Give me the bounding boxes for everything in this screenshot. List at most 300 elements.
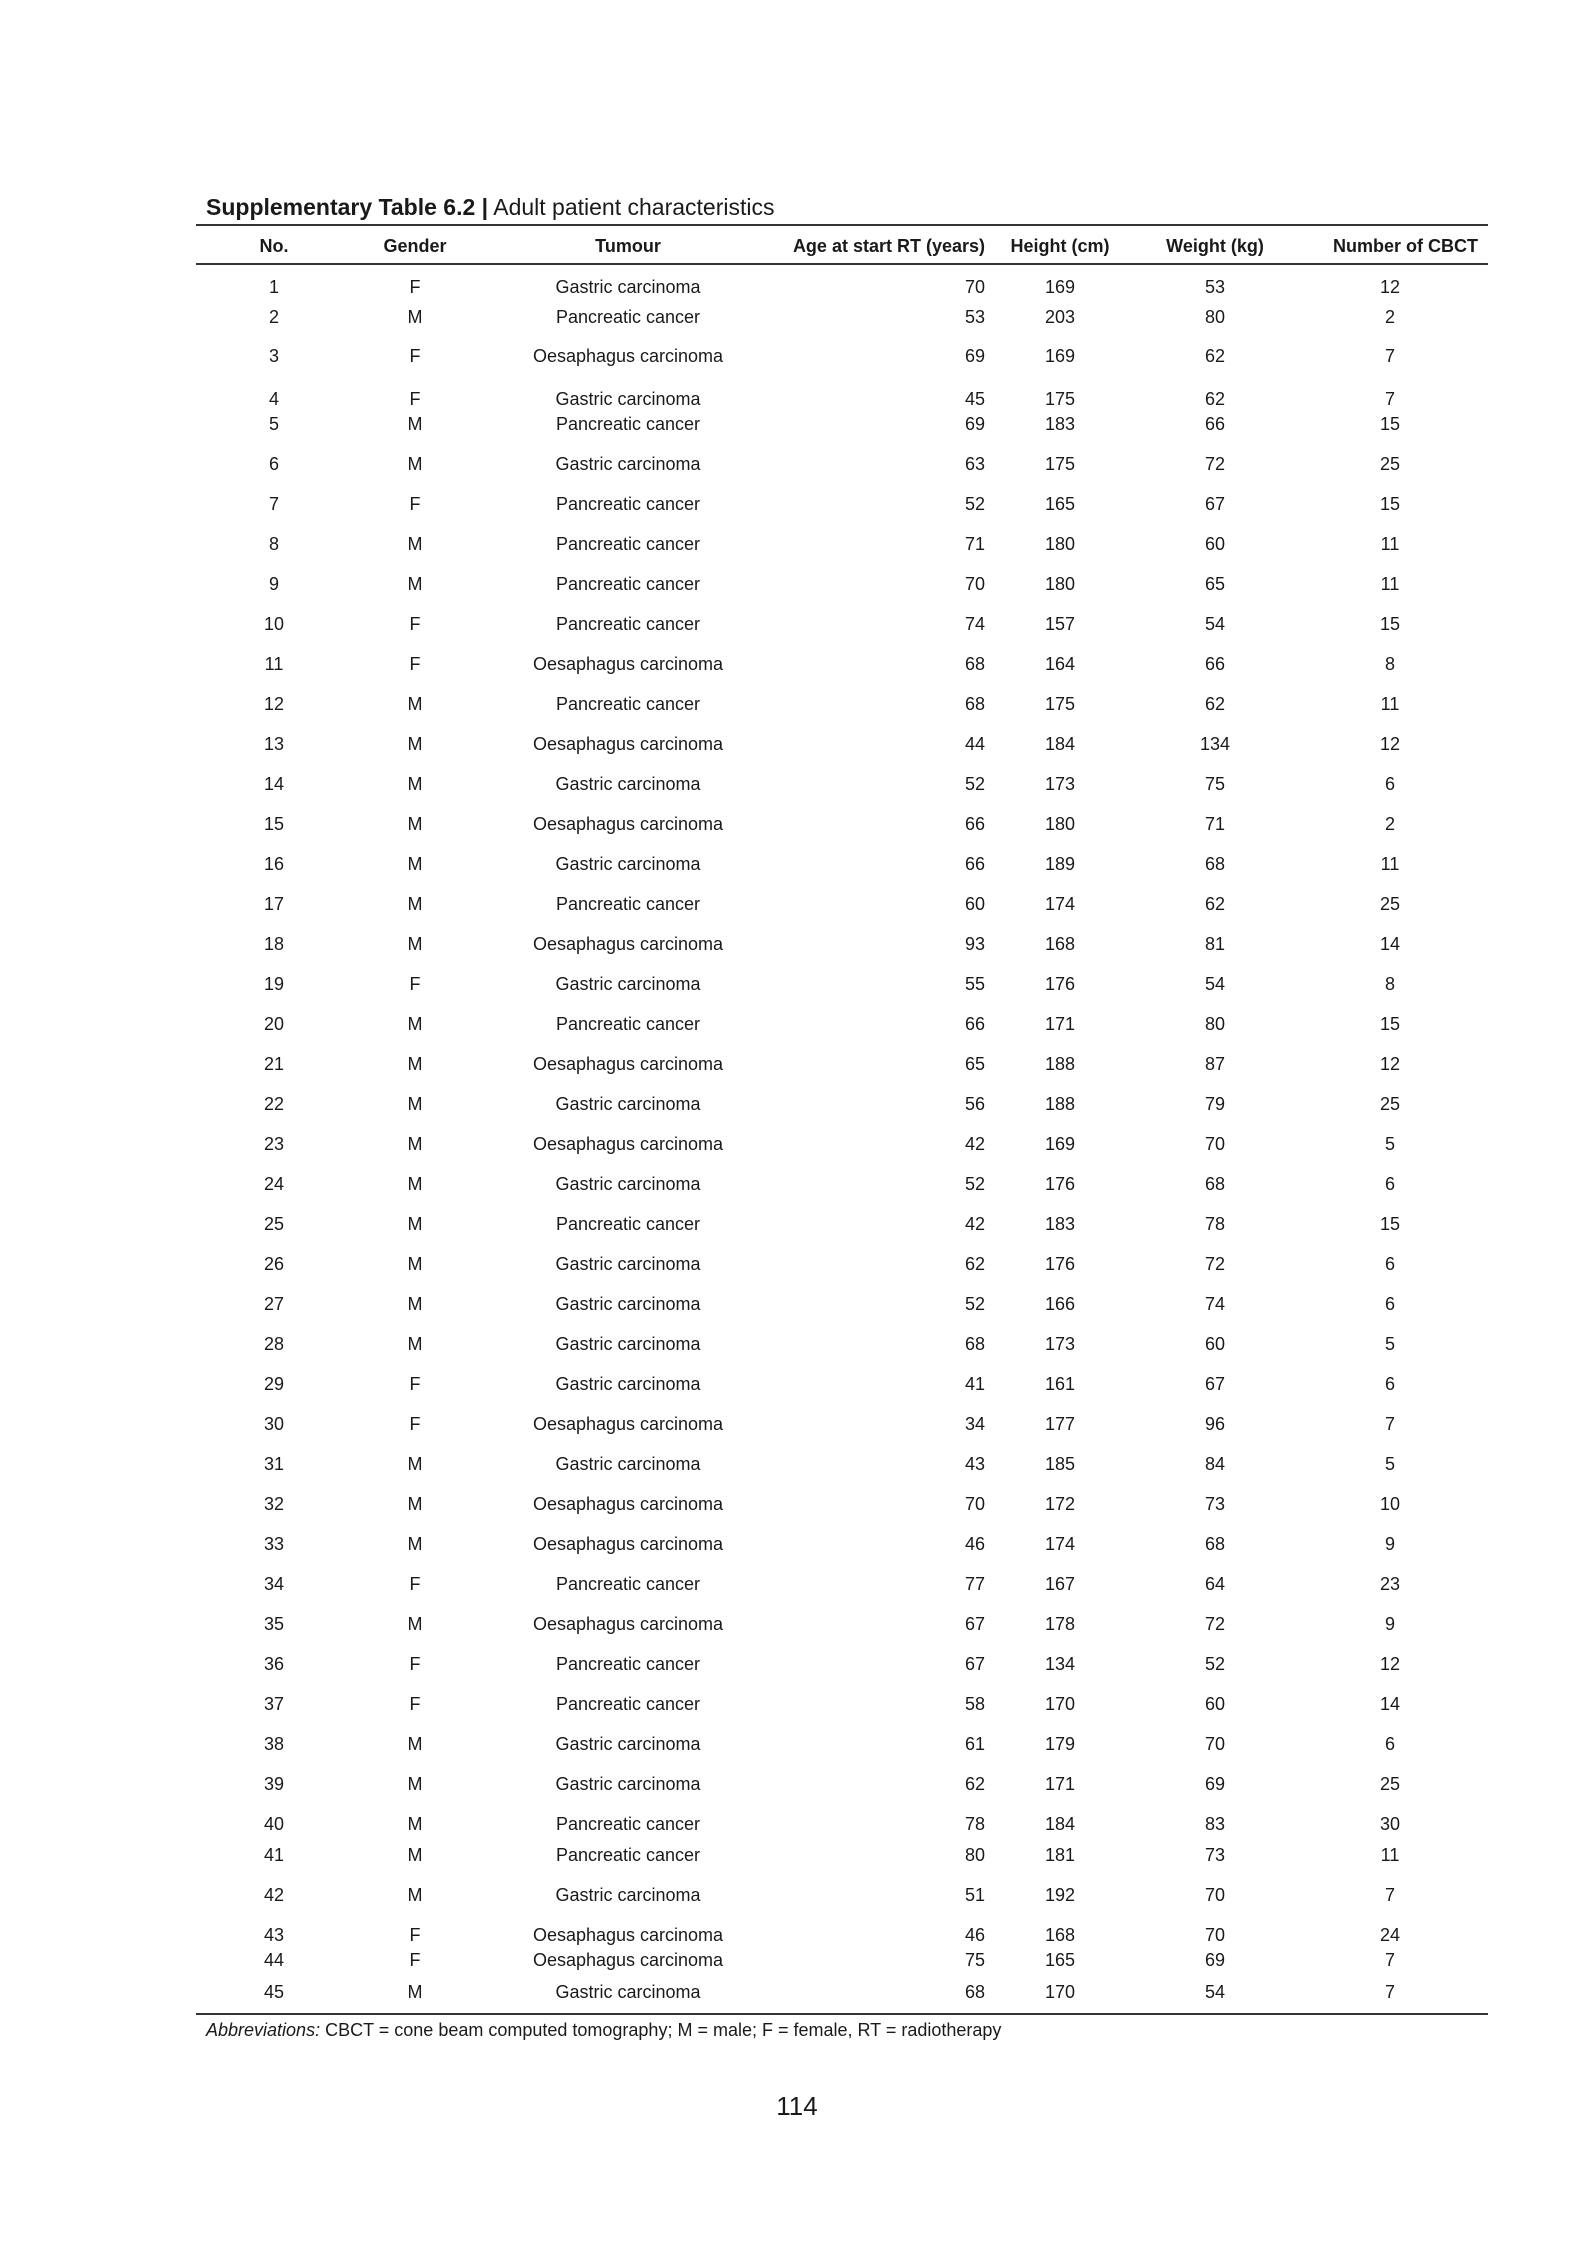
cell-no: 13 (263, 734, 285, 754)
cell-age: 66 (964, 854, 985, 874)
cell-tumour: Pancreatic cancer (555, 1014, 701, 1034)
cell-weight: 52 (1204, 1654, 1226, 1674)
column-header-tumour: Tumour (595, 236, 661, 256)
cell-weight: 83 (1204, 1814, 1226, 1834)
cell-height: 167 (1044, 1574, 1076, 1594)
cell-cbct: 25 (1379, 1094, 1401, 1114)
cell-age: 43 (964, 1454, 985, 1474)
cell-tumour: Gastric carcinoma (555, 1885, 701, 1905)
table-top-rule (196, 224, 1488, 226)
cell-cbct: 14 (1379, 1694, 1401, 1714)
cell-weight: 54 (1204, 974, 1226, 994)
cell-gender: M (407, 1734, 423, 1754)
cell-cbct: 7 (1384, 346, 1395, 366)
cell-no: 19 (263, 974, 285, 994)
cell-gender: F (409, 1654, 421, 1674)
cell-no: 33 (263, 1534, 285, 1554)
cell-gender: F (409, 277, 421, 297)
cell-height: 174 (1044, 1534, 1076, 1554)
cell-age: 71 (964, 534, 985, 554)
cell-weight: 64 (1204, 1574, 1226, 1594)
cell-no: 41 (263, 1845, 285, 1865)
cell-gender: M (407, 854, 423, 874)
cell-age: 93 (964, 934, 985, 954)
cell-no: 37 (263, 1694, 285, 1714)
cell-cbct: 15 (1379, 614, 1401, 634)
table-bottom-rule (196, 2013, 1488, 2015)
cell-cbct: 24 (1379, 1925, 1401, 1945)
cell-cbct: 11 (1380, 694, 1400, 714)
cell-no: 26 (263, 1254, 285, 1274)
cell-cbct: 15 (1379, 1214, 1401, 1234)
cell-weight: 71 (1204, 814, 1226, 834)
cell-age: 46 (964, 1534, 985, 1554)
cell-cbct: 25 (1379, 894, 1401, 914)
column-header-no: No. (259, 236, 289, 256)
cell-tumour: Gastric carcinoma (555, 1774, 701, 1794)
cell-height: 176 (1044, 1174, 1076, 1194)
cell-gender: F (409, 1414, 421, 1434)
cell-height: 183 (1044, 1214, 1076, 1234)
cell-height: 184 (1044, 1814, 1076, 1834)
cell-tumour: Oesaphagus carcinoma (532, 1054, 724, 1074)
cell-cbct: 9 (1384, 1614, 1395, 1634)
cell-cbct: 11 (1380, 574, 1400, 594)
cell-cbct: 30 (1379, 1814, 1401, 1834)
cell-age: 68 (964, 1982, 985, 2002)
cell-no: 28 (263, 1334, 285, 1354)
cell-tumour: Pancreatic cancer (555, 494, 701, 514)
cell-tumour: Pancreatic cancer (555, 1694, 701, 1714)
cell-weight: 67 (1204, 1374, 1226, 1394)
cell-gender: M (407, 1845, 423, 1865)
cell-tumour: Oesaphagus carcinoma (532, 1925, 724, 1945)
cell-gender: M (407, 1614, 423, 1634)
cell-tumour: Oesaphagus carcinoma (532, 346, 724, 366)
cell-tumour: Oesaphagus carcinoma (532, 814, 724, 834)
column-header-weight: Weight (kg) (1166, 236, 1264, 256)
cell-no: 36 (263, 1654, 285, 1674)
cell-age: 67 (964, 1614, 985, 1634)
cell-no: 40 (263, 1814, 285, 1834)
cell-cbct: 6 (1384, 1174, 1395, 1194)
cell-weight: 62 (1204, 694, 1226, 714)
cell-weight: 75 (1204, 774, 1226, 794)
cell-age: 52 (964, 774, 985, 794)
cell-height: 168 (1044, 1925, 1076, 1945)
cell-cbct: 12 (1379, 734, 1401, 754)
cell-age: 63 (964, 454, 985, 474)
cell-cbct: 10 (1379, 1494, 1401, 1514)
cell-no: 1 (268, 277, 279, 297)
cell-tumour: Oesaphagus carcinoma (532, 1950, 724, 1970)
cell-weight: 62 (1204, 346, 1226, 366)
cell-gender: M (407, 574, 423, 594)
cell-gender: F (409, 1925, 421, 1945)
cell-height: 176 (1044, 974, 1076, 994)
cell-gender: M (407, 894, 423, 914)
cell-age: 69 (964, 346, 985, 366)
cell-cbct: 7 (1384, 1950, 1395, 1970)
cell-height: 173 (1044, 774, 1076, 794)
cell-gender: F (409, 494, 421, 514)
cell-cbct: 15 (1379, 494, 1401, 514)
cell-cbct: 6 (1384, 1254, 1395, 1274)
cell-gender: M (407, 1885, 423, 1905)
cell-age: 46 (964, 1925, 985, 1945)
cell-weight: 74 (1204, 1294, 1226, 1314)
cell-weight: 80 (1204, 307, 1226, 327)
cell-weight: 69 (1204, 1774, 1226, 1794)
cell-age: 61 (964, 1734, 985, 1754)
cell-age: 58 (964, 1694, 985, 1714)
table-caption (206, 192, 774, 222)
footnote-label: Abbreviations: (206, 2020, 321, 2040)
cell-weight: 66 (1204, 414, 1226, 434)
cell-no: 30 (263, 1414, 285, 1434)
cell-cbct: 5 (1384, 1334, 1395, 1354)
cell-gender: F (409, 1950, 421, 1970)
caption-separator: | (481, 194, 489, 220)
cell-tumour: Oesaphagus carcinoma (532, 1134, 724, 1154)
cell-gender: M (407, 534, 423, 554)
cell-tumour: Gastric carcinoma (555, 277, 701, 297)
cell-weight: 68 (1204, 1534, 1226, 1554)
cell-tumour: Pancreatic cancer (555, 694, 701, 714)
cell-age: 70 (964, 277, 985, 297)
cell-age: 44 (964, 734, 985, 754)
cell-no: 11 (264, 654, 284, 674)
cell-cbct: 6 (1384, 1734, 1395, 1754)
page-number: 114 (776, 2091, 818, 2121)
cell-no: 29 (263, 1374, 285, 1394)
cell-age: 77 (964, 1574, 985, 1594)
cell-cbct: 12 (1379, 277, 1401, 297)
cell-tumour: Gastric carcinoma (555, 854, 701, 874)
cell-gender: F (409, 614, 421, 634)
cell-gender: M (407, 734, 423, 754)
cell-gender: M (407, 454, 423, 474)
cell-age: 69 (964, 414, 985, 434)
cell-height: 171 (1044, 1774, 1076, 1794)
cell-height: 189 (1044, 854, 1076, 874)
cell-gender: M (407, 1534, 423, 1554)
cell-gender: M (407, 934, 423, 954)
cell-gender: M (407, 414, 423, 434)
cell-weight: 67 (1204, 494, 1226, 514)
cell-gender: M (407, 694, 423, 714)
cell-age: 62 (964, 1254, 985, 1274)
cell-weight: 69 (1204, 1950, 1226, 1970)
cell-no: 5 (268, 414, 279, 434)
cell-tumour: Pancreatic cancer (555, 1654, 701, 1674)
cell-cbct: 12 (1379, 1054, 1401, 1074)
cell-weight: 70 (1204, 1925, 1226, 1945)
cell-height: 180 (1044, 534, 1076, 554)
cell-gender: M (407, 1134, 423, 1154)
cell-cbct: 5 (1384, 1134, 1395, 1154)
cell-height: 188 (1044, 1054, 1076, 1074)
cell-no: 31 (263, 1454, 285, 1474)
cell-no: 25 (263, 1214, 285, 1234)
cell-height: 179 (1044, 1734, 1076, 1754)
cell-tumour: Oesaphagus carcinoma (532, 654, 724, 674)
cell-age: 56 (964, 1094, 985, 1114)
cell-height: 183 (1044, 414, 1076, 434)
cell-tumour: Gastric carcinoma (555, 1334, 701, 1354)
cell-age: 60 (964, 894, 985, 914)
cell-cbct: 7 (1384, 389, 1395, 409)
cell-tumour: Gastric carcinoma (555, 1254, 701, 1274)
cell-height: 165 (1044, 1950, 1076, 1970)
cell-age: 62 (964, 1774, 985, 1794)
cell-tumour: Oesaphagus carcinoma (532, 1414, 724, 1434)
cell-no: 14 (263, 774, 285, 794)
cell-no: 42 (263, 1885, 285, 1905)
cell-gender: M (407, 1254, 423, 1274)
cell-gender: F (409, 346, 421, 366)
cell-height: 134 (1044, 1654, 1076, 1674)
cell-no: 8 (268, 534, 279, 554)
cell-gender: M (407, 1094, 423, 1114)
cell-weight: 87 (1204, 1054, 1226, 1074)
cell-tumour: Pancreatic cancer (555, 614, 701, 634)
cell-weight: 134 (1199, 734, 1231, 754)
cell-tumour: Oesaphagus carcinoma (532, 1614, 724, 1634)
cell-age: 65 (964, 1054, 985, 1074)
cell-cbct: 2 (1384, 814, 1395, 834)
cell-no: 15 (263, 814, 285, 834)
cell-no: 3 (268, 346, 279, 366)
cell-cbct: 8 (1384, 654, 1395, 674)
cell-cbct: 11 (1380, 1845, 1400, 1865)
cell-age: 68 (964, 654, 985, 674)
cell-height: 181 (1044, 1845, 1076, 1865)
cell-tumour: Gastric carcinoma (555, 1094, 701, 1114)
cell-weight: 60 (1204, 534, 1226, 554)
cell-cbct: 11 (1380, 854, 1400, 874)
cell-no: 38 (263, 1734, 285, 1754)
cell-cbct: 25 (1379, 454, 1401, 474)
cell-tumour: Gastric carcinoma (555, 1982, 701, 2002)
cell-cbct: 11 (1380, 534, 1400, 554)
cell-weight: 70 (1204, 1885, 1226, 1905)
cell-height: 164 (1044, 654, 1076, 674)
cell-cbct: 6 (1384, 1294, 1395, 1314)
cell-weight: 73 (1204, 1494, 1226, 1514)
cell-tumour: Pancreatic cancer (555, 894, 701, 914)
cell-no: 23 (263, 1134, 285, 1154)
column-header-gender: Gender (383, 236, 447, 256)
cell-no: 43 (263, 1925, 285, 1945)
cell-weight: 54 (1204, 614, 1226, 634)
cell-cbct: 6 (1384, 1374, 1395, 1394)
cell-gender: M (407, 307, 423, 327)
cell-age: 78 (964, 1814, 985, 1834)
cell-gender: M (407, 1294, 423, 1314)
column-header-height: Height (cm) (1010, 236, 1110, 256)
cell-cbct: 8 (1384, 974, 1395, 994)
cell-no: 18 (263, 934, 285, 954)
cell-cbct: 12 (1379, 1654, 1401, 1674)
cell-age: 80 (964, 1845, 985, 1865)
cell-no: 2 (268, 307, 279, 327)
cell-age: 68 (964, 1334, 985, 1354)
cell-height: 178 (1044, 1614, 1076, 1634)
cell-no: 21 (263, 1054, 285, 1074)
cell-cbct: 5 (1384, 1454, 1395, 1474)
cell-height: 170 (1044, 1694, 1076, 1714)
cell-height: 177 (1044, 1414, 1076, 1434)
cell-age: 68 (964, 694, 985, 714)
table-header-rule (196, 263, 1488, 265)
cell-gender: M (407, 1774, 423, 1794)
cell-age: 70 (964, 1494, 985, 1514)
cell-tumour: Gastric carcinoma (555, 1374, 701, 1394)
cell-weight: 72 (1204, 1254, 1226, 1274)
cell-age: 70 (964, 574, 985, 594)
cell-cbct: 9 (1384, 1534, 1395, 1554)
cell-height: 172 (1044, 1494, 1076, 1514)
cell-height: 180 (1044, 814, 1076, 834)
cell-weight: 72 (1204, 454, 1226, 474)
cell-cbct: 6 (1384, 774, 1395, 794)
cell-weight: 78 (1204, 1214, 1226, 1234)
cell-gender: M (407, 1494, 423, 1514)
cell-weight: 72 (1204, 1614, 1226, 1634)
cell-weight: 70 (1204, 1734, 1226, 1754)
table-label: Supplementary Table 6.2 (206, 194, 476, 220)
cell-height: 169 (1044, 1134, 1076, 1154)
cell-age: 41 (964, 1374, 985, 1394)
cell-height: 174 (1044, 894, 1076, 914)
cell-age: 55 (964, 974, 985, 994)
cell-tumour: Pancreatic cancer (555, 534, 701, 554)
cell-tumour: Pancreatic cancer (555, 574, 701, 594)
cell-gender: M (407, 1814, 423, 1834)
cell-weight: 70 (1204, 1134, 1226, 1154)
cell-height: 173 (1044, 1334, 1076, 1354)
cell-tumour: Oesaphagus carcinoma (532, 1494, 724, 1514)
cell-height: 188 (1044, 1094, 1076, 1114)
cell-gender: M (407, 1214, 423, 1234)
cell-gender: F (409, 1694, 421, 1714)
cell-age: 51 (964, 1885, 985, 1905)
cell-weight: 68 (1204, 854, 1226, 874)
cell-height: 192 (1044, 1885, 1076, 1905)
cell-age: 67 (964, 1654, 985, 1674)
cell-tumour: Pancreatic cancer (555, 1845, 701, 1865)
cell-no: 27 (263, 1294, 285, 1314)
cell-gender: M (407, 1334, 423, 1354)
cell-no: 7 (268, 494, 279, 514)
cell-gender: M (407, 1174, 423, 1194)
cell-cbct: 25 (1379, 1774, 1401, 1794)
cell-weight: 54 (1204, 1982, 1226, 2002)
cell-tumour: Pancreatic cancer (555, 1214, 701, 1234)
cell-gender: M (407, 814, 423, 834)
cell-height: 203 (1044, 307, 1076, 327)
cell-weight: 66 (1204, 654, 1226, 674)
cell-height: 171 (1044, 1014, 1076, 1034)
cell-weight: 62 (1204, 894, 1226, 914)
cell-tumour: Gastric carcinoma (555, 774, 701, 794)
cell-tumour: Pancreatic cancer (555, 414, 701, 434)
cell-age: 42 (964, 1214, 985, 1234)
cell-weight: 80 (1204, 1014, 1226, 1034)
cell-gender: F (409, 1574, 421, 1594)
cell-no: 10 (263, 614, 285, 634)
cell-age: 52 (964, 1294, 985, 1314)
cell-no: 9 (268, 574, 279, 594)
cell-no: 44 (263, 1950, 285, 1970)
table-title: Adult patient characteristics (493, 194, 775, 220)
cell-tumour: Oesaphagus carcinoma (532, 1534, 724, 1554)
cell-gender: M (407, 774, 423, 794)
cell-weight: 81 (1204, 934, 1226, 954)
cell-height: 175 (1044, 389, 1076, 409)
cell-no: 24 (263, 1174, 285, 1194)
cell-tumour: Pancreatic cancer (555, 307, 701, 327)
cell-no: 32 (263, 1494, 285, 1514)
cell-gender: M (407, 1014, 423, 1034)
cell-height: 175 (1044, 454, 1076, 474)
cell-tumour: Gastric carcinoma (555, 1454, 701, 1474)
cell-weight: 84 (1204, 1454, 1226, 1474)
cell-gender: F (409, 1374, 421, 1394)
cell-cbct: 14 (1379, 934, 1401, 954)
cell-height: 168 (1044, 934, 1076, 954)
column-header-cbct: Number of CBCT (1333, 236, 1478, 256)
cell-cbct: 23 (1379, 1574, 1401, 1594)
cell-weight: 60 (1204, 1334, 1226, 1354)
cell-age: 42 (964, 1134, 985, 1154)
cell-no: 17 (263, 894, 285, 914)
table-footnote (206, 2017, 1001, 2043)
cell-no: 20 (263, 1014, 285, 1034)
cell-age: 75 (964, 1950, 985, 1970)
cell-age: 66 (964, 1014, 985, 1034)
cell-tumour: Pancreatic cancer (555, 1814, 701, 1834)
cell-age: 52 (964, 1174, 985, 1194)
cell-weight: 68 (1204, 1174, 1226, 1194)
cell-tumour: Gastric carcinoma (555, 1734, 701, 1754)
cell-gender: F (409, 389, 421, 409)
cell-height: 185 (1044, 1454, 1076, 1474)
cell-age: 74 (964, 614, 985, 634)
cell-no: 22 (263, 1094, 285, 1114)
cell-tumour: Gastric carcinoma (555, 454, 701, 474)
cell-age: 45 (964, 389, 985, 409)
cell-age: 52 (964, 494, 985, 514)
cell-cbct: 7 (1384, 1885, 1395, 1905)
cell-weight: 79 (1204, 1094, 1226, 1114)
cell-height: 170 (1044, 1982, 1076, 2002)
cell-tumour: Gastric carcinoma (555, 974, 701, 994)
cell-height: 184 (1044, 734, 1076, 754)
cell-cbct: 7 (1384, 1982, 1395, 2002)
cell-age: 34 (964, 1414, 985, 1434)
cell-no: 12 (263, 694, 285, 714)
cell-tumour: Oesaphagus carcinoma (532, 734, 724, 754)
cell-weight: 62 (1204, 389, 1226, 409)
cell-tumour: Gastric carcinoma (555, 389, 701, 409)
cell-tumour: Gastric carcinoma (555, 1174, 701, 1194)
footnote-text: CBCT = cone beam computed tomography; M = male; F = female, RT = radiotherapy (325, 2020, 1002, 2040)
cell-gender: M (407, 1054, 423, 1074)
cell-weight: 53 (1204, 277, 1226, 297)
cell-no: 39 (263, 1774, 285, 1794)
